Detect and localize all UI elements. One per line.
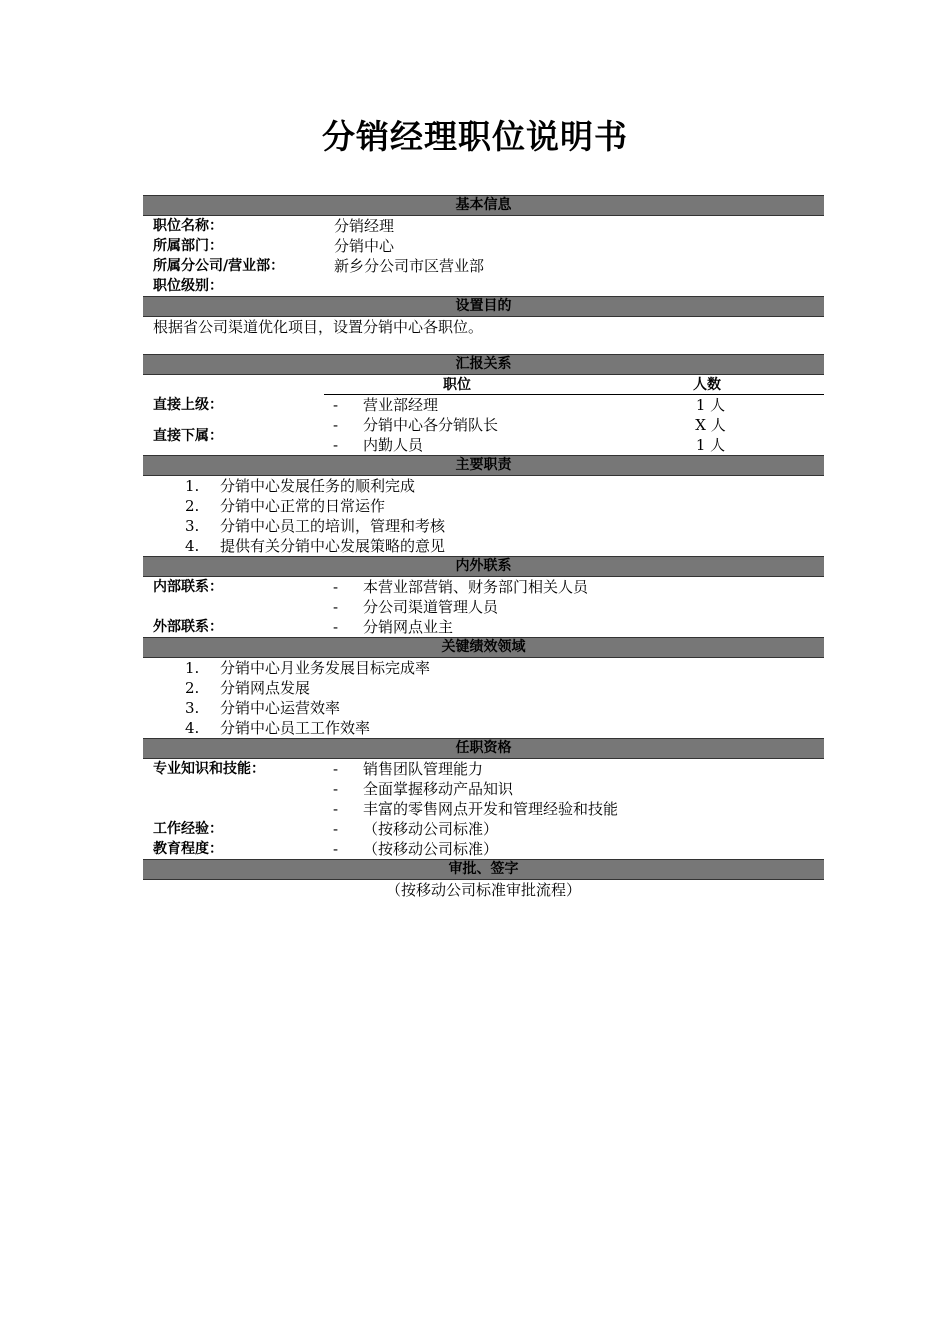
- item-text: 分销中心员工工作效率: [220, 719, 371, 737]
- item-number: 3.: [185, 699, 200, 717]
- section-header-qualifications: 任职资格: [143, 738, 824, 759]
- subordinate-label: 直接下属：: [153, 428, 223, 444]
- contact-internal-row: [143, 577, 824, 597]
- duty-item: [143, 536, 824, 556]
- item-text: 分销中心发展任务的顺利完成: [220, 477, 416, 495]
- dash: -: [333, 618, 339, 636]
- skill-text: 销售团队管理能力: [363, 760, 484, 778]
- item-text: 分销中心月业务发展目标完成率: [220, 659, 431, 677]
- reporting-superior-row: [143, 395, 824, 415]
- basic-row-position-name: [143, 216, 824, 236]
- dash: -: [333, 780, 339, 798]
- basic-row-branch: [143, 256, 824, 276]
- kpi-item: [143, 658, 824, 678]
- column-header-count: 人数: [693, 377, 721, 393]
- subordinate-row: [143, 435, 824, 455]
- job-description-table: [143, 195, 824, 900]
- contact-external-row: [143, 617, 824, 637]
- dash: -: [333, 436, 339, 454]
- skills-row: [143, 759, 824, 779]
- approval-text: （按移动公司标准审批流程）: [385, 881, 581, 899]
- internal-label: 内部联系：: [153, 579, 223, 595]
- section-header-kpi: 关键绩效领域: [143, 637, 824, 658]
- duty-item: [143, 496, 824, 516]
- field-value: 新乡分公司市区营业部: [334, 257, 485, 275]
- duty-item: [143, 476, 824, 496]
- superior-count: 1 人: [695, 396, 726, 414]
- section-header-purpose: 设置目的: [143, 296, 824, 317]
- item-number: 4.: [185, 719, 200, 737]
- reporting-column-headers: [143, 375, 824, 395]
- item-text: 分销网点发展: [220, 679, 311, 697]
- kpi-item: [143, 718, 824, 738]
- item-text: 分销中心运营效率: [220, 699, 341, 717]
- contact-text: 分公司渠道管理人员: [363, 598, 499, 616]
- item-number: 1.: [185, 659, 200, 677]
- skill-text: 丰富的零售网点开发和管理经验和技能: [363, 800, 619, 818]
- experience-row: [143, 819, 824, 839]
- dash: -: [333, 820, 339, 838]
- contact-text: 分销网点业主: [363, 618, 454, 636]
- skills-label: 专业知识和技能：: [153, 761, 265, 777]
- item-number: 1.: [185, 477, 200, 495]
- education-label: 教育程度：: [153, 841, 223, 857]
- experience-label: 工作经验：: [153, 821, 223, 837]
- skills-row: [143, 799, 824, 819]
- basic-row-department: [143, 236, 824, 256]
- dash: -: [333, 578, 339, 596]
- column-header-position: 职位: [443, 377, 471, 393]
- superior-label: 直接上级：: [153, 397, 223, 413]
- education-row: [143, 839, 824, 859]
- experience-text: （按移动公司标准）: [363, 820, 499, 838]
- purpose-text: 根据省公司渠道优化项目，设置分销中心各职位。: [153, 318, 484, 336]
- superior-position: 营业部经理: [363, 396, 439, 414]
- dash: -: [333, 760, 339, 778]
- item-number: 2.: [185, 679, 200, 697]
- skills-row: [143, 779, 824, 799]
- dash: -: [333, 840, 339, 858]
- item-text: 分销中心正常的日常运作: [220, 497, 386, 515]
- field-label: 职位名称：: [153, 218, 223, 234]
- section-header-basic-info: 基本信息: [143, 195, 824, 216]
- education-text: （按移动公司标准）: [363, 840, 499, 858]
- field-value: 分销经理: [334, 217, 395, 235]
- document-title: 分销经理职位说明书: [322, 117, 628, 156]
- spacer: [143, 337, 824, 354]
- subordinate-row: [143, 415, 824, 435]
- contact-internal-row: [143, 597, 824, 617]
- field-label: 所属分公司/营业部：: [153, 258, 285, 274]
- duty-item: [143, 516, 824, 536]
- field-label: 所属部门：: [153, 238, 223, 254]
- subordinate-position: 分销中心各分销队长: [363, 416, 499, 434]
- subordinate-count: 1 人: [695, 436, 726, 454]
- dash: -: [333, 416, 339, 434]
- skill-text: 全面掌握移动产品知识: [363, 780, 514, 798]
- contact-text: 本营业部营销、财务部门相关人员: [363, 578, 589, 596]
- section-header-approval: 审批、签字: [143, 859, 824, 880]
- kpi-item: [143, 678, 824, 698]
- subordinate-count: X 人: [695, 416, 726, 434]
- subordinate-position: 内勤人员: [363, 436, 424, 454]
- field-label: 职位级别：: [153, 278, 223, 294]
- reporting-subordinates-block: [143, 415, 824, 455]
- external-label: 外部联系：: [153, 619, 223, 635]
- section-header-reporting: 汇报关系: [143, 354, 824, 375]
- dash: -: [333, 396, 339, 414]
- kpi-item: [143, 698, 824, 718]
- item-number: 3.: [185, 517, 200, 535]
- item-text: 提供有关分销中心发展策略的意见: [220, 537, 446, 555]
- section-header-contacts: 内外联系: [143, 556, 824, 577]
- section-header-duties: 主要职责: [143, 455, 824, 476]
- item-text: 分销中心员工的培训，管理和考核: [220, 517, 446, 535]
- item-number: 2.: [185, 497, 200, 515]
- dash: -: [333, 800, 339, 818]
- basic-row-level: [143, 276, 824, 296]
- field-value: 分销中心: [334, 237, 395, 255]
- item-number: 4.: [185, 537, 200, 555]
- dash: -: [333, 598, 339, 616]
